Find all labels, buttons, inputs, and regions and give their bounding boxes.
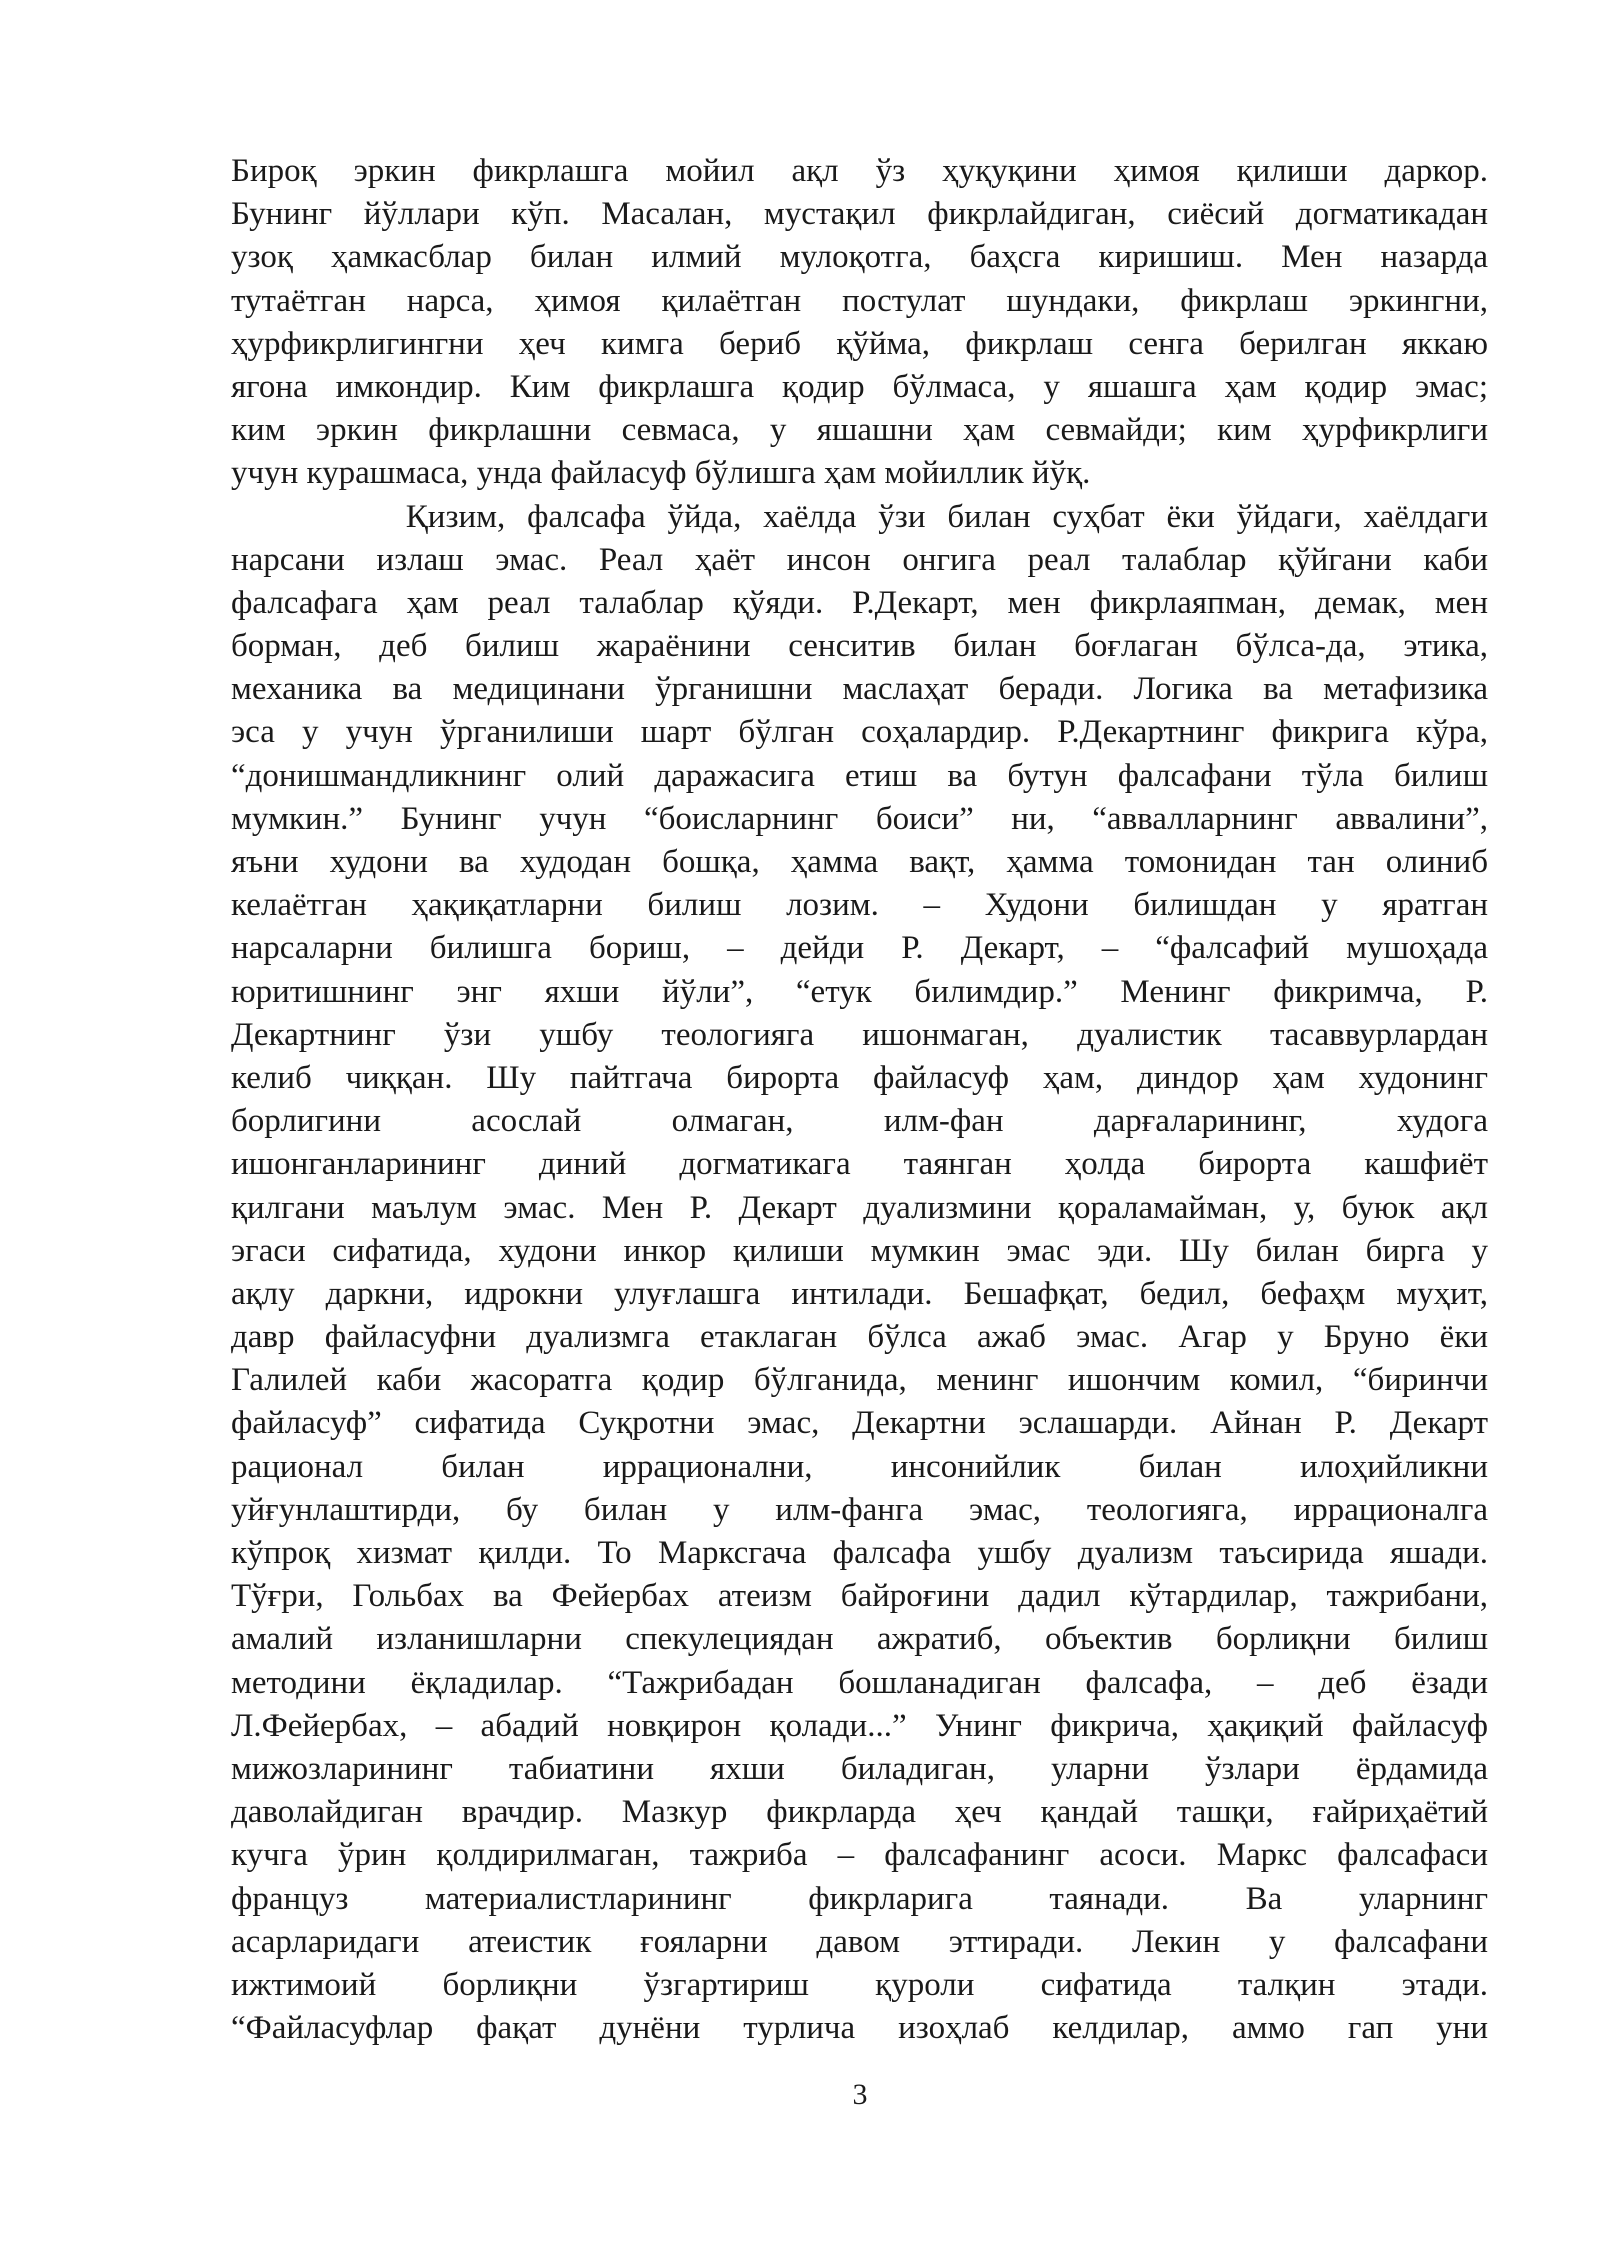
text-line: учун курашмаса, унда файласуф бўлишга ҳам мойиллик йўқ. xyxy=(231,455,1091,492)
text-line: кучга ўрин қолдирилмаган, тажриба – фалсафанинг асоси. Маркс фалсафаси xyxy=(231,1837,1488,1874)
text-line: нарсани излаш эмас. Реал ҳаёт инсон онгига реал талаблар қўйгани каби xyxy=(231,541,1488,578)
text-line: ишонганларининг диний догматикага таянган ҳолда бирорта кашфиёт xyxy=(231,1146,1488,1183)
text-line: методини ёқладилар. “Тажрибадан бошланадиган фалсафа, – деб ёзади xyxy=(231,1664,1488,1701)
text-line: ягона имкондир. Ким фикрлашга қодир бўлмаса, у яшашга ҳам қодир эмас; xyxy=(231,368,1488,405)
text-line: ижтимоий борлиқни ўзгартириш қуроли сифатида талқин этади. xyxy=(231,1966,1488,2003)
text-line: Бироқ эркин фикрлашга мойил ақл ўз ҳуқуқини ҳимоя қилиши даркор. xyxy=(231,153,1488,189)
text-line: рационал билан иррационални, инсонийлик билан илоҳийликни xyxy=(231,1448,1488,1485)
text-line: тутаётган нарса, ҳимоя қилаётган постулат шундаки, фикрлаш эркингни, xyxy=(231,282,1488,319)
text-line: Л.Фейербах, – абадий новқирон қолади...” Унинг фикрича, ҳақиқий файласуф xyxy=(231,1707,1488,1744)
text-line: юритишнинг энг яхши йўли”, “етук билимдир.” Менинг фикримча, Р. xyxy=(231,973,1488,1010)
text-line: уйғунлаштирди, бу билан у илм-фанга эмас, теологияга, иррационалга xyxy=(231,1491,1488,1528)
text-line: келиб чиққан. Шу пайтгача бирорта файласуф ҳам, диндор ҳам худонинг xyxy=(231,1059,1488,1096)
text-line: кўпроқ хизмат қилди. То Марксгача фалсафа ушбу дуализм таъсирида яшади. xyxy=(231,1535,1488,1571)
text-line: нарсаларни билишга бориш, – дейди Р. Декарт, – “фалсафий мушоҳада xyxy=(231,930,1488,967)
text-line: мижозларининг табиатини яхши биладиган, уларни ўзлари ёрдамида xyxy=(231,1750,1488,1787)
text-line: Тўғри, Гольбах ва Фейербах атеизм байроғини дадил кўтардилар, тажрибани, xyxy=(231,1578,1488,1615)
text-line: яъни худони ва худодан бошқа, ҳамма вақт, ҳамма томонидан тан олиниб xyxy=(231,844,1488,880)
body-text xyxy=(231,150,1488,2050)
text-line: файласуф” сифатида Суқротни эмас, Декартни эслашарди. Айнан Р. Декарт xyxy=(231,1405,1488,1442)
text-line: ақлу даркни, идрокни улуғлашга интилади. Бешафқат, бедил, бефаҳм муҳит, xyxy=(231,1275,1488,1312)
text-line: асарларидаги атеистик ғояларни давом эттиради. Лекин у фалсафани xyxy=(231,1923,1488,1960)
text-line: Бунинг йўллари кўп. Масалан, мустақил фикрлайдиган, сиёсий догматикадан xyxy=(231,196,1488,233)
text-line: даволайдиган врачдир. Мазкур фикрларда ҳеч қандай ташқи, ғайриҳаётий xyxy=(231,1794,1488,1831)
text-line: қилгани маълум эмас. Мен Р. Декарт дуализмини қораламайман, у, буюк ақл xyxy=(231,1189,1488,1226)
text-line: “Файласуфлар фақат дунёни турлича изоҳлаб келдилар, аммо гап уни xyxy=(231,2010,1488,2047)
text-line: Галилей каби жасоратга қодир бўлганида, менинг ишончим комил, “биринчи xyxy=(231,1362,1488,1399)
text-line: мумкин.” Бунинг учун “боисларнинг боиси” ни, “аввалларнинг аввалини”, xyxy=(231,800,1488,837)
text-line: эса у учун ўрганилиши шарт бўлган соҳалардир. Р.Декартнинг фикрига кўра, xyxy=(231,714,1488,751)
text-line: Қизим, фалсафа ўйда, хаёлда ўзи билан суҳбат ёки ўйдаги, хаёлдаги xyxy=(231,498,1488,535)
text-line: ҳурфикрлигингни ҳеч кимга бериб қўйма, фикрлаш сенга берилган яккаю xyxy=(231,325,1488,362)
text-line: узоқ ҳамкасблар билан илмий мулоқотга, баҳсга киришиш. Мен назарда xyxy=(231,239,1488,276)
page-number: 3 xyxy=(852,2078,868,2111)
text-line: Декартнинг ўзи ушбу теологияга ишонмаган, дуалистик тасаввурлардан xyxy=(231,1016,1488,1053)
text-line: келаётган ҳақиқатларни билиш лозим. – Худони билишдан у яратган xyxy=(231,887,1488,924)
text-line: механика ва медицинани ўрганишни маслаҳат беради. Логика ва метафизика xyxy=(231,671,1488,708)
text-line: давр файласуфни дуализмга етаклаган бўлса ажаб эмас. Агар у Бруно ёки xyxy=(231,1319,1488,1356)
text-line: француз материалистларининг фикрларига таянади. Ва уларнинг xyxy=(231,1880,1488,1917)
text-line: амалий изланишларни спекулециядан ажратиб, объектив борлиқни билиш xyxy=(231,1621,1488,1658)
text-line: эгаси сифатида, худони инкор қилиши мумкин эмас эди. Шу билан бирга у xyxy=(231,1232,1488,1269)
text-line: “донишмандликнинг олий даражасига етиш ва бутун фалсафани тўла билиш xyxy=(231,757,1488,794)
text-line: борлигини асослай олмаган, илм-фан дарғаларининг, худога xyxy=(231,1103,1488,1140)
text-line: ким эркин фикрлашни севмаса, у яшашни ҳам севмайди; ким ҳурфикрлиги xyxy=(231,412,1488,449)
text-line: борман, деб билиш жараёнини сенситив билан боғлаган бўлса-да, этика, xyxy=(231,628,1488,665)
text-line: фалсафага ҳам реал талаблар қўяди. Р.Декарт, мен фикрлаяпман, демак, мен xyxy=(231,584,1488,621)
